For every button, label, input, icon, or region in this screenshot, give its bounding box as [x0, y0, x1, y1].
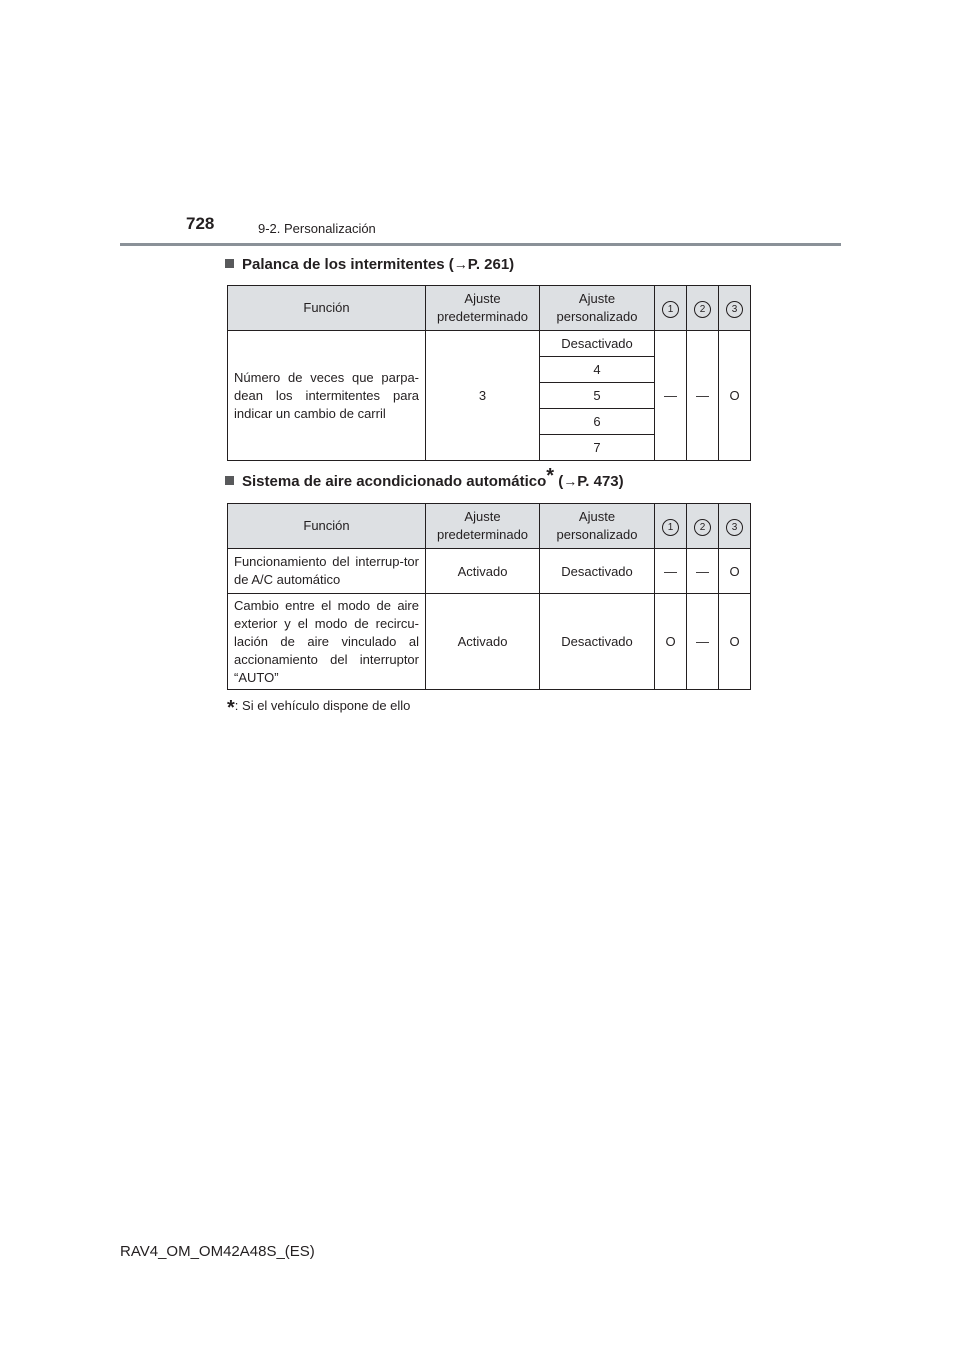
section-title: Palanca de los intermitentes (: [242, 256, 454, 273]
asterisk-icon: *: [227, 697, 235, 719]
option-cell: 6: [540, 409, 655, 435]
col-2-cell: —: [687, 549, 719, 594]
col-3-cell: O: [719, 594, 751, 690]
header-col-3: [719, 504, 751, 549]
header-default: Ajuste predeterminado: [426, 504, 540, 549]
custom-cell: Desactivado: [540, 549, 655, 594]
circled-3-icon: 3: [726, 519, 743, 536]
square-bullet-icon: [225, 476, 234, 485]
table-header-row: [228, 286, 751, 331]
section-label: 9-2. Personalización: [258, 221, 376, 236]
col-2-cell: —: [687, 331, 719, 461]
arrow-right-icon: →: [563, 473, 578, 489]
header-function: Función: [228, 504, 426, 549]
header-custom: Ajuste personalizado: [540, 286, 655, 331]
circled-3-icon: 3: [726, 301, 743, 318]
section-title: Sistema de aire acondicionado automático: [242, 473, 547, 490]
header-function: Función: [228, 286, 426, 331]
header-col-2: [687, 504, 719, 549]
col-1-cell: O: [655, 594, 687, 690]
asterisk-icon: *: [546, 465, 555, 487]
footnote-text: : Si el vehículo dispone de ello: [234, 698, 411, 713]
option-cell: 5: [540, 383, 655, 409]
default-cell: Activado: [426, 594, 540, 690]
page-reference: P. 473): [577, 473, 624, 490]
table-header-row: [228, 504, 751, 549]
option-cell: Desactivado: [540, 331, 655, 357]
circled-2-icon: 2: [694, 301, 711, 318]
section-heading-turn-signal: [225, 256, 514, 273]
col-3-cell: O: [719, 549, 751, 594]
turn-signal-table: [227, 285, 751, 461]
header-rule: [120, 243, 841, 246]
header-default: Ajuste predeterminado: [426, 286, 540, 331]
square-bullet-icon: [225, 259, 234, 268]
col-1-cell: —: [655, 331, 687, 461]
header-col-1: [655, 504, 687, 549]
table-row: [228, 549, 751, 594]
col-3-cell: O: [719, 331, 751, 461]
custom-cell: Desactivado: [540, 594, 655, 690]
option-cell: 4: [540, 357, 655, 383]
col-1-cell: —: [655, 549, 687, 594]
function-cell: Funcionamiento del interrup-tor de A/C automático: [228, 549, 426, 594]
function-cell: Cambio entre el modo de aire exterior y el modo de recircu-lación de aire vinculado al accionamiento del interruptor “AUTO”: [228, 594, 426, 690]
table-row: [228, 331, 751, 357]
header-col-2: [687, 286, 719, 331]
section-heading-auto-ac: Sistema de aire acondicionado automático* (→P. 473): [225, 473, 624, 490]
table-row: [228, 594, 751, 690]
page-reference: P. 261): [467, 256, 515, 273]
col-2-cell: —: [687, 594, 719, 690]
auto-ac-table: [227, 503, 751, 690]
default-cell: Activado: [426, 549, 540, 594]
arrow-right-icon: →: [453, 256, 468, 272]
footnote: [227, 697, 410, 720]
function-cell: Número de veces que parpa-dean los intermitentes para indicar un cambio de carril: [228, 331, 426, 461]
circled-1-icon: 1: [662, 301, 679, 318]
header-custom: Ajuste personalizado: [540, 504, 655, 549]
document-code: RAV4_OM_OM42A48S_(ES): [120, 1243, 315, 1260]
circled-1-icon: 1: [662, 519, 679, 536]
header-col-3: [719, 286, 751, 331]
header-col-1: [655, 286, 687, 331]
default-cell: 3: [426, 331, 540, 461]
circled-2-icon: 2: [694, 519, 711, 536]
page-number: 728: [186, 214, 215, 233]
option-cell: 7: [540, 435, 655, 461]
